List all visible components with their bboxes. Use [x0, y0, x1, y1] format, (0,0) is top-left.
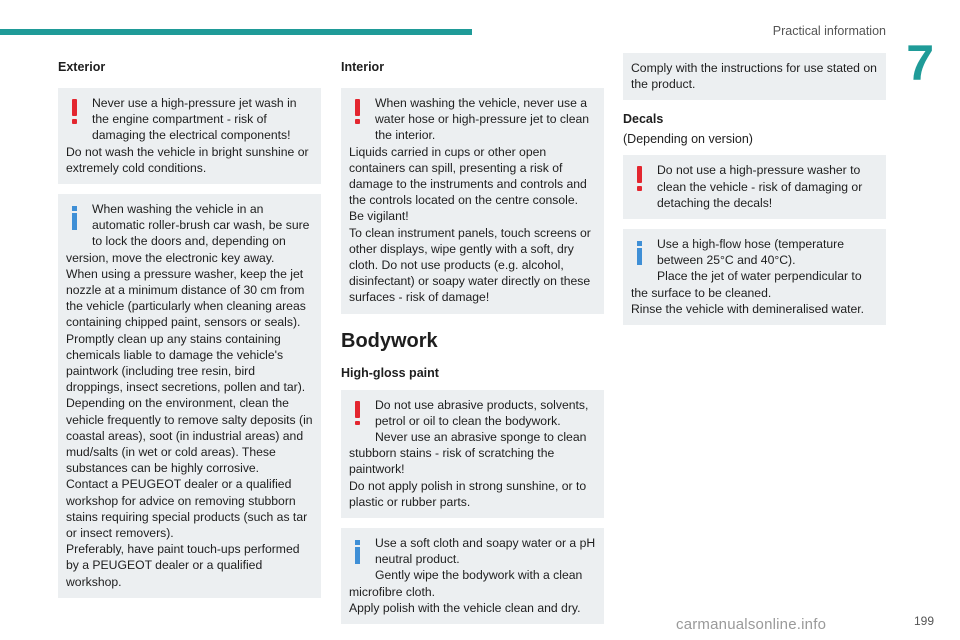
- info-box: [58, 194, 321, 598]
- warning-text: When washing the vehicle, never use a water hose or high-pressure jet to clean the interior. Liquids carried in cups or other open containers can spill, presenting a risk of damage to the instruments and controls and the controls located on the centre console. Be vigilant! To clean instrument panels, touch screens or other displays, wipe gently with a soft, dry cloth. Do not use products (e.g. alcohol, disinfectant) or soapy water directly on these surfaces - risk of damage!: [349, 96, 591, 305]
- column-decals: [623, 53, 886, 325]
- page-number: 199: [913, 614, 934, 628]
- bodywork-heading: Bodywork: [341, 329, 438, 352]
- warning-text: Do not use abrasive products, solvents, petrol or oil to clean the bodywork. Never use an abrasive sponge to clean stubborn stains - risk of scratching the paintwork! Do not apply polish in strong sunshine, or to plastic or rubber parts.: [349, 397, 589, 509]
- warning-icon: [349, 95, 375, 129]
- warning-box: [341, 390, 604, 518]
- decals-heading: Decals: [623, 112, 664, 127]
- warning-text: Never use a high-pressure jet wash in the engine compartment - risk of damaging the electrical components! Do not wash the vehicle in bright sunshine or extremely cold conditions.: [66, 96, 309, 175]
- info-text: When washing the vehicle in an automatic roller-brush car wash, be sure to lock the doors and, depending on version, move the electronic key away. When using a pressure washer, keep the jet nozzle at a minimum distance of 30 cm from the vehicle (particularly when cleaning areas containing chipped paint, sensors or seals). Promptly clean up any stains containing chemicals liable to damage the vehicle's paintwork (including tree resin, bird droppings, insect secretions, pollen and tar). Depending on the environment, clean the vehicle frequently to remove salty deposits (in coastal areas), soot (in industrial areas) and mud/salts (in wet or cold areas). These substances can be highly corrosive. Contact a PEUGEOT dealer or a qualified workshop for advice on removing stubborn stains requiring special products (such as tar or insect removers). Preferably, have paint touch-ups performed by a PEUGEOT dealer or a qualified workshop.: [66, 202, 313, 589]
- interior-heading: Interior: [341, 60, 385, 74]
- header-accent-bar: [0, 29, 472, 35]
- section-title: Practical information: [772, 24, 886, 38]
- high-gloss-heading: High-gloss paint: [341, 365, 439, 380]
- info-box: [341, 528, 604, 624]
- info-text: Use a high-flow hose (temperature between 25°C and 40°C). Place the jet of water perpendicular to the surface to be cleaned. Rinse the vehicle with demineralised water.: [631, 237, 865, 316]
- watermark: carmanualsonline.info: [676, 616, 827, 633]
- warning-icon: [66, 95, 92, 129]
- chapter-number: 7: [906, 35, 934, 91]
- info-box: [623, 229, 886, 325]
- decals-subheading: (Depending on version): [623, 132, 753, 147]
- info-icon: [631, 236, 657, 270]
- column-interior: [341, 60, 604, 624]
- info-text: Use a soft cloth and soapy water or a pH neutral product. Gently wipe the bodywork with a clean microfibre cloth. Apply polish with the vehicle clean and dry.: [349, 536, 596, 615]
- info-icon: [349, 535, 375, 569]
- exterior-heading: Exterior: [58, 60, 106, 74]
- warning-icon: [631, 162, 657, 196]
- warning-text: Do not use a high-pressure washer to clean the vehicle - risk of damaging or detaching the decals!: [657, 163, 863, 210]
- warning-box: [58, 88, 321, 184]
- info-icon: [66, 201, 92, 235]
- note-text: Comply with the instructions for use stated on the product.: [631, 61, 877, 92]
- note-box: [623, 53, 886, 100]
- warning-icon: [349, 397, 375, 431]
- column-exterior: [58, 60, 321, 598]
- warning-box: [623, 155, 886, 219]
- warning-box: [341, 88, 604, 314]
